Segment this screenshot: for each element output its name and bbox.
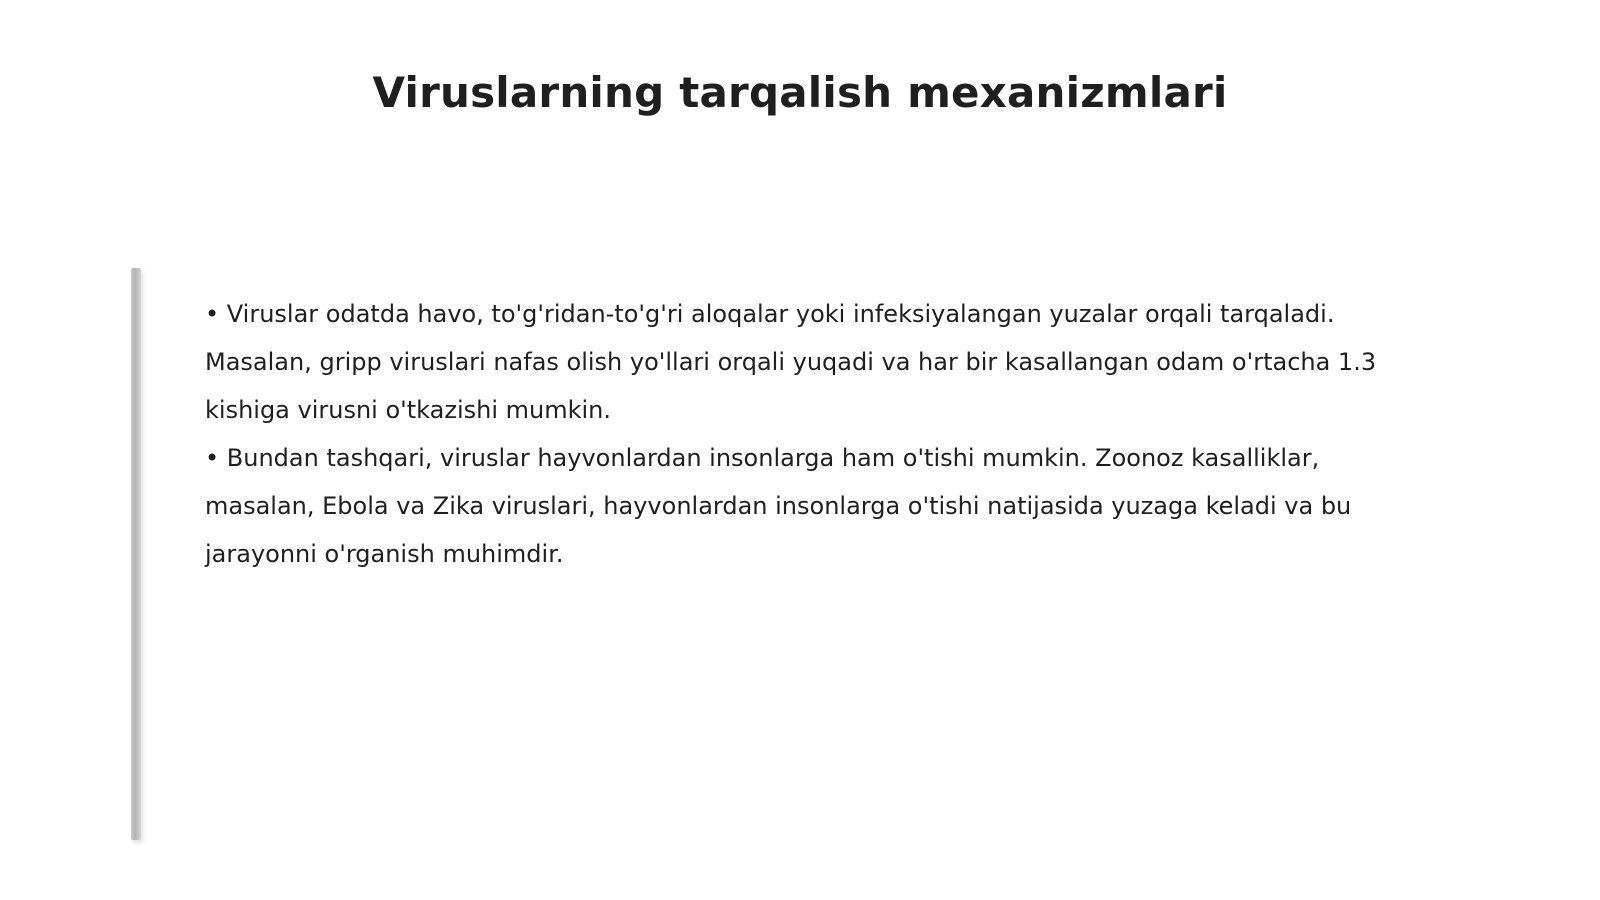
bullet-paragraph: • Viruslar odatda havo, to'g'ridan-to'g'ri aloqalar yoki infeksiyalangan yuzalar orqali tarqaladi. Masalan, gripp viruslari nafas olish yo'llari orqali yuqadi va har bir kasallangan odam o'rtacha 1.3 kishiga virusni o'tkazishi mumkin. <box>205 300 1377 424</box>
accent-bar <box>131 268 141 840</box>
slide-title: Viruslarning tarqalish mexanizmlari <box>372 68 1228 117</box>
bullet-paragraph: • Bundan tashqari, viruslar hayvonlardan insonlarga ham o'tishi mumkin. Zoonoz kasalliklar, masalan, Ebola va Zika viruslari, hayvonlardan insonlarga o'tishi natijasida yuzaga keladi va bu jarayonni o'rganish muhimdir. <box>205 444 1352 568</box>
slide-body <box>205 290 1405 578</box>
